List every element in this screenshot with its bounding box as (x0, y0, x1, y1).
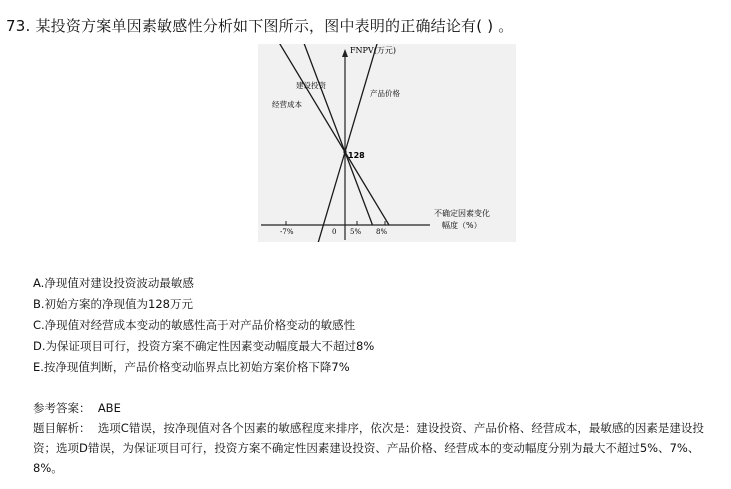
sensitivity-chart (258, 44, 516, 242)
intersection-value-label: 128 (348, 151, 365, 160)
option-a: A.净现值对建设投资波动最敏感 (33, 276, 194, 290)
tick-label-5: 5% (350, 228, 362, 236)
analysis-label: 题目解析： (33, 421, 91, 435)
tick-label-minus-7: -7% (280, 228, 294, 236)
series-line-construction-investment (279, 44, 373, 225)
x-axis-label-line1: 不确定因素变化 (434, 209, 490, 218)
analysis-text: 选项C错误，按净现值对各个因素的敏感程度来排序，依次是：建设投资、产品价格、经营成本，最敏感的因素是建设投资；选项D错误，为保证项目可行，投资方案不确定性因素建设投资、产品价格、经营成本的变动幅度分别为最大不超过5%、7%、8%。 (33, 421, 704, 475)
sensitivity-figure (258, 44, 516, 242)
option-c: C.净现值对经营成本变动的敏感性高于对产品价格变动的敏感性 (33, 318, 356, 332)
question-number: 73. (6, 17, 31, 35)
reference-answer (33, 400, 121, 416)
x-axis-label-line2: 幅度（%） (442, 221, 482, 230)
line-label-product-price: 产品价格 (370, 89, 400, 98)
analysis (33, 418, 713, 478)
option-e: E.按净现值判断，产品价格变动临界点比初始方案价格下降7% (33, 360, 350, 374)
line-label-construction-investment: 建设投资 (296, 81, 326, 90)
y-axis-arrow (342, 49, 348, 57)
question-text: 某投资方案单因素敏感性分析如下图所示，图中表明的正确结论有( ) 。 (35, 17, 514, 35)
question (6, 15, 513, 36)
options-list (33, 273, 374, 378)
tick-label-0: 0 (332, 228, 337, 236)
y-axis-label: FNPV(万元) (350, 46, 396, 55)
option-d: D.为保证项目可行，投资方案不确定性因素变动幅度最大不超过8% (33, 339, 375, 353)
series-line-operating-cost (279, 44, 389, 225)
line-label-operating-cost: 经营成本 (272, 100, 302, 109)
answer-value: ABE (97, 401, 121, 415)
answer-label: 参考答案： (33, 401, 91, 415)
option-b: B.初始方案的净现值为128万元 (33, 297, 193, 311)
tick-label-8: 8% (376, 228, 388, 236)
